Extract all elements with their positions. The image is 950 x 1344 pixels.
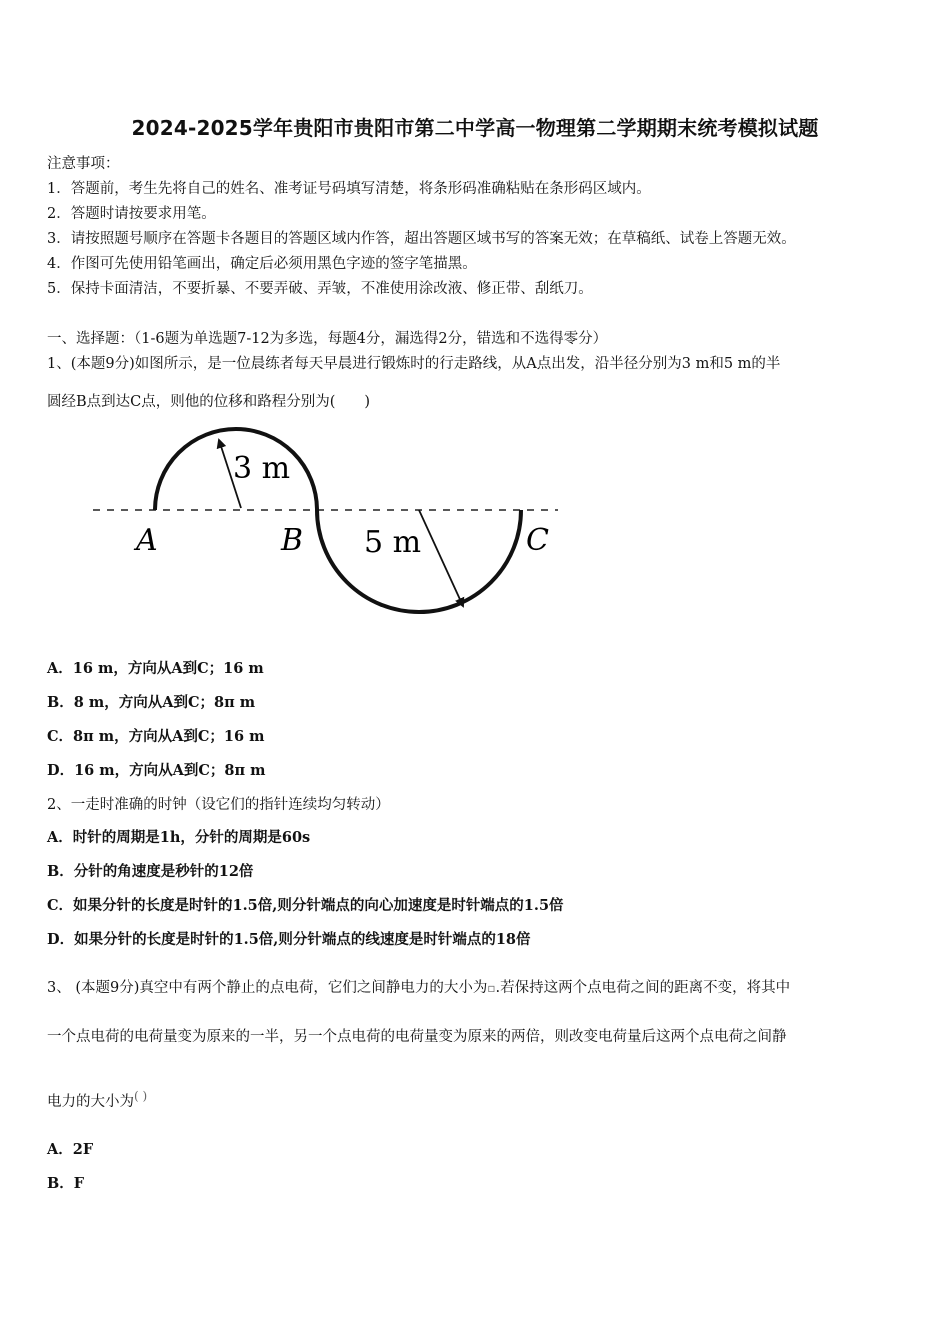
q1-option-c: C．8π m，方向从A到C；16 m (47, 728, 265, 745)
note-item: 3．请按照题号顺序在答题卡各题目的答题区域内作答，超出答题区域书写的答案无效；在草稿纸、试卷上答题无效。 (47, 231, 796, 247)
q3-stem-part3: 电力的大小为 (47, 1094, 134, 1110)
point-label-b: B (281, 523, 304, 558)
q1-option-b: B．8 m，方向从A到C；8π m (47, 694, 256, 711)
q2-option-d: D．如果分针的长度是时针的1.5倍,则分针端点的线速度是时针端点的18倍 (47, 931, 531, 948)
q3-option-a: A．2F (47, 1141, 94, 1158)
q2-stem: 2、一走时准确的时钟（设它们的指针连续均匀转动） (47, 797, 390, 813)
radius-arrow-large (419, 510, 463, 606)
radius-label-large: 5 m (364, 525, 422, 560)
point-label-c: C (526, 523, 549, 558)
q1-stem-line2: 圆经B点到达C点，则他的位移和路程分别为( ) (47, 394, 371, 410)
point-label-a: A (136, 523, 158, 558)
q3-stem-line1 (47, 976, 790, 997)
radius-label-small: 3 m (233, 451, 291, 486)
q3-stem-part2: .若保持这两个点电荷之间的距离不变，将其中 (495, 980, 791, 996)
q2-option-c: C．如果分针的长度是时针的1.5倍,则分针端点的向心加速度是时针端点的1.5倍 (47, 897, 564, 914)
section-heading: 一、选择题：（1-6题为单选题7-12为多选，每题4分，漏选得2分，错选和不选得零分） (47, 331, 608, 347)
q1-stem-line1: 1、(本题9分)如图所示，是一位晨练者每天早晨进行锻炼时的行走路线，从A点出发，沿半径分别为3 m和5 m的半 (47, 356, 781, 372)
q3-option-b: B．F (47, 1175, 85, 1192)
notes-heading: 注意事项： (47, 156, 120, 172)
q1-option-a: A．16 m，方向从A到C；16 m (47, 660, 264, 677)
q1-option-d: D．16 m，方向从A到C；8π m (47, 762, 266, 779)
note-item: 5．保持卡面清洁，不要折暴、不要弄破、弄皱，不准使用涂改液、修正带、刮纸刀。 (47, 281, 593, 297)
q2-option-a: A．时针的周期是1h，分针的周期是60s (47, 829, 311, 846)
note-item: 2．答题时请按要求用笔。 (47, 206, 216, 222)
q3-answer-paren: ( ) (134, 1089, 148, 1103)
q3-stem-part1: 3、 (本题9分)真空中有两个静止的点电荷，它们之间静电力的大小为 (47, 980, 488, 996)
q3-stem-line3 (47, 1089, 147, 1111)
note-item: 1．答题前，考生先将自己的姓名、准考证号码填写清楚，将条形码准确粘贴在条形码区域内。 (47, 181, 651, 197)
page-title: 2024-2025学年贵阳市贵阳市第二中学高一物理第二学期期末统考模拟试题 (131, 116, 819, 140)
note-item: 4．作图可先使用铅笔画出，确定后必须用黑色字迹的签字笔描黑。 (47, 256, 477, 272)
q3-stem-line2: 一个点电荷的电荷量变为原来的一半，另一个点电荷的电荷量变为原来的两倍，则改变电荷量后这两个点电荷之间静 (47, 1029, 787, 1045)
path-diagram (88, 420, 568, 635)
formula-placeholder-icon: ▫ (487, 981, 496, 995)
q2-option-b: B．分针的角速度是秒针的12倍 (47, 863, 254, 880)
